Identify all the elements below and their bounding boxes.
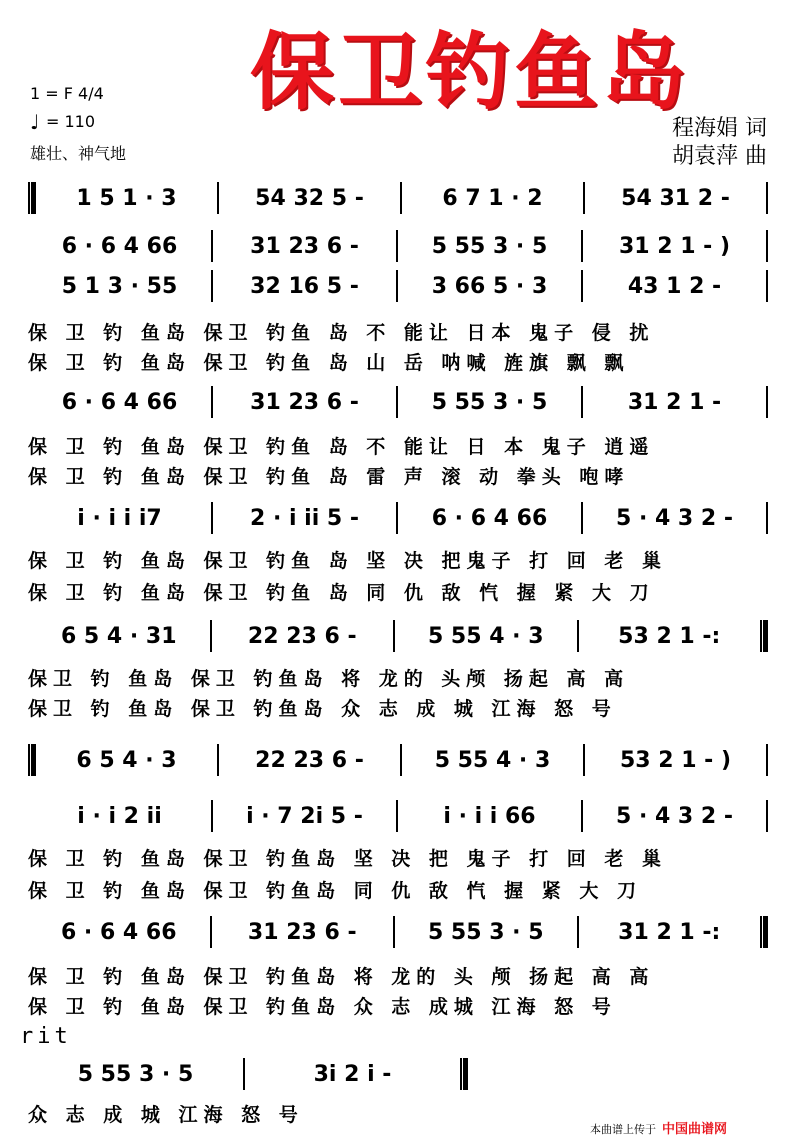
measure: 5 55 3 · 5 [431,389,548,415]
barline [766,270,768,302]
notation-row [28,618,768,654]
notation-row [28,1056,468,1092]
measure: 6 7 1 · 2 [442,185,543,211]
measure: i · 7 2i 5 - [246,803,363,829]
composer-credit: 胡袁萍 曲 [672,144,767,169]
measure: i · i 2 ii [77,803,162,829]
lyric-line: 保卫 钓 鱼岛 保卫 钓鱼岛 众 志 成 城 江海 怒 号 [28,698,617,720]
lyric-line: 保卫 钓 鱼岛 保卫 钓鱼岛 将 龙的 头颅 扬起 高 高 [28,668,630,690]
measure: 22 23 6 - [255,747,364,773]
measure: 31 2 1 - [627,389,722,415]
measure: 6 5 4 · 31 [60,623,177,649]
lyric-line: 保 卫 钓 鱼岛 保卫 钓鱼 岛 同 仇 敌 忾 握 紧 大 刀 [28,582,655,604]
lyric-line: 保 卫 钓 鱼岛 保卫 钓鱼岛 同 仇 敌 忾 握 紧 大 刀 [28,880,642,902]
measure: 22 23 6 - [247,623,357,649]
barline [766,502,768,534]
measure: 53 2 1 -: [618,623,721,649]
measure: 3i 2 i - [313,1061,392,1087]
measure: 5 55 3 · 5 [427,919,544,945]
footer-credit: 本曲谱上传于 中国曲谱网 [590,1122,728,1137]
lyric-line: 保 卫 钓 鱼岛 保卫 钓鱼岛 众 志 成城 江海 怒 号 [28,996,617,1018]
measure: 6 · 6 4 66 [431,505,548,531]
measure: i · i i 66 [443,803,536,829]
expression-marking: 雄壮、神气地 [30,144,127,163]
repeat-end [760,620,768,652]
measure: 3 66 5 · 3 [431,273,548,299]
measure: 5 55 4 · 3 [427,623,544,649]
measure: 53 2 1 - ) [619,747,732,773]
lyric-line: 保 卫 钓 鱼岛 保卫 钓鱼 岛 山 岳 呐喊 旌旗 飘 飘 [28,352,630,374]
ritardando-marking: rit [20,1024,72,1049]
measure: 54 32 5 - [255,185,364,211]
measure: 5 · 4 3 2 - [615,505,733,531]
barline [766,386,768,418]
measure: 2 · i ii 5 - [249,505,360,531]
measure: 6 · 6 4 66 [61,233,178,259]
notation-row [28,742,768,778]
measure: 54 31 2 - [621,185,730,211]
measure: 5 · 4 3 2 - [615,803,733,829]
measure: 5 55 3 · 5 [77,1061,194,1087]
page-title: 保卫钓鱼岛 [250,23,691,121]
measure: 31 23 6 - [247,919,357,945]
repeat-start [28,182,36,214]
measure: 31 23 6 - [250,233,359,259]
measure: 31 2 1 -: [618,919,721,945]
notation-row [28,384,768,420]
measure: 31 23 6 - [250,389,359,415]
barline [766,800,768,832]
measure: 5 55 3 · 5 [431,233,548,259]
measure: 6 5 4 · 3 [76,747,177,773]
measure: 6 · 6 4 66 [61,389,178,415]
lyric-line: 保 卫 钓 鱼岛 保卫 钓鱼 岛 坚 决 把鬼子 打 回 老 巢 [28,550,667,572]
notation-row [28,180,768,216]
repeat-start [28,744,36,776]
final-barline [460,1058,468,1090]
tempo-marking: ♩ = 110 [30,110,96,134]
measure: 31 2 1 - ) [618,233,731,259]
measure: 5 1 3 · 55 [61,273,178,299]
barline [766,182,768,214]
measure: i · i i i7 [77,505,162,531]
measure: 5 55 4 · 3 [434,747,551,773]
lyric-line: 保 卫 钓 鱼岛 保卫 钓鱼岛 将 龙的 头 颅 扬起 高 高 [28,966,655,988]
measure: 32 16 5 - [250,273,359,299]
measure: 43 1 2 - [627,273,722,299]
notation-row [28,798,768,834]
notation-row [28,500,768,536]
barline [766,744,768,776]
quarter-note-icon: ♩ [30,110,40,134]
lyric-line: 保 卫 钓 鱼岛 保卫 钓鱼 岛 雷 声 滚 动 拳头 咆哮 [28,466,630,488]
lyric-line: 保 卫 钓 鱼岛 保卫 钓鱼 岛 不 能让 日本 鬼子 侵 扰 [28,322,655,344]
lyric-line: 众 志 成 城 江海 怒 号 [28,1104,304,1126]
lyricist-credit: 程海娟 词 [672,116,767,141]
lyric-line: 保 卫 钓 鱼岛 保卫 钓鱼 岛 不 能让 日 本 鬼子 逍遥 [28,436,655,458]
site-logo[interactable]: 中国曲谱网 [662,1122,728,1137]
notation-row [28,268,768,304]
notation-row [28,914,768,950]
repeat-end [760,916,768,948]
barline [766,230,768,262]
lyric-line: 保 卫 钓 鱼岛 保卫 钓鱼岛 坚 决 把 鬼子 打 回 老 巢 [28,848,667,870]
key-signature: 1 = F 4/4 [30,84,104,103]
measure: 6 · 6 4 66 [60,919,177,945]
measure: 1 5 1 · 3 [76,185,177,211]
notation-row [28,228,768,264]
